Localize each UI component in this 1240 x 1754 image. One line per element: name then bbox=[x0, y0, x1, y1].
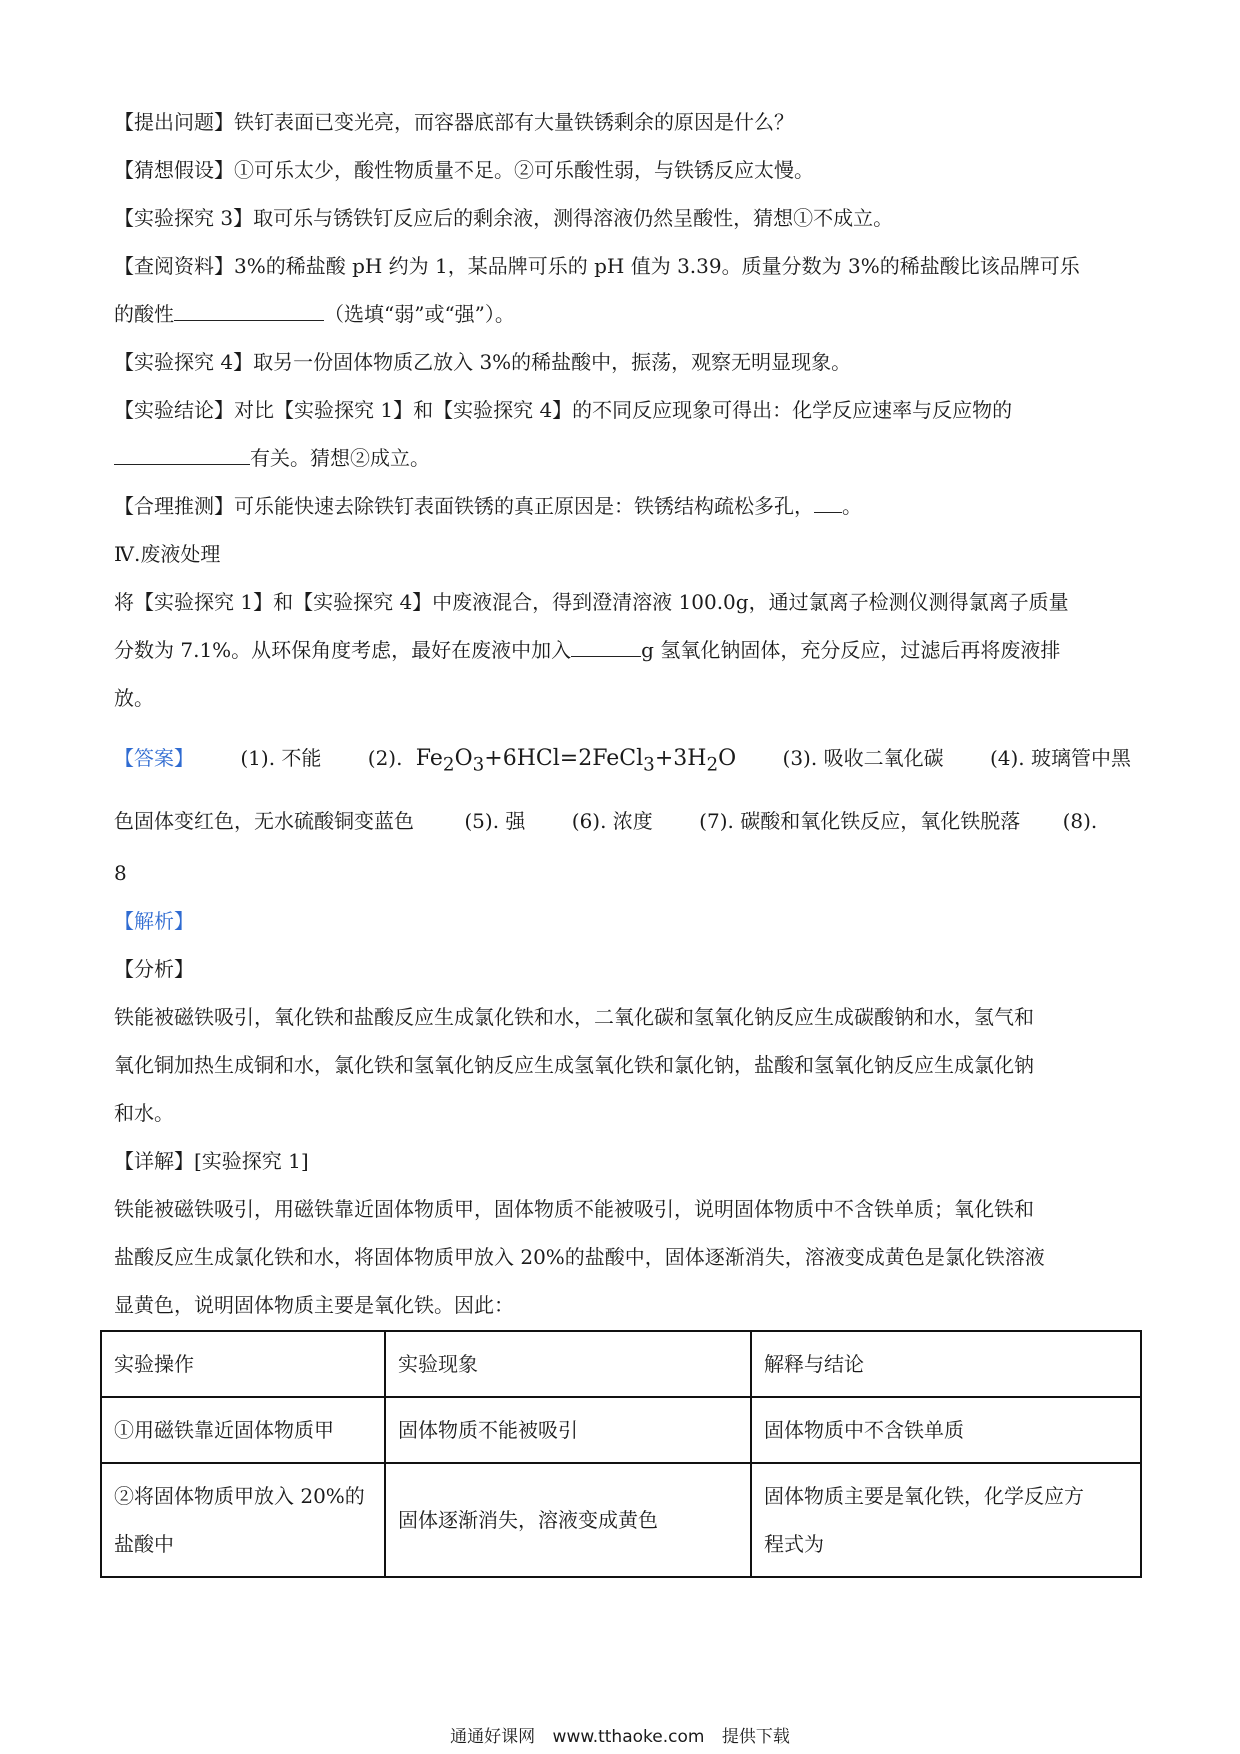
table-header-cell: 实验操作 bbox=[101, 1331, 385, 1397]
table-cell bbox=[101, 1463, 385, 1577]
page-footer bbox=[0, 1722, 1240, 1747]
hypothesis-line: 【猜想假设】①可乐太少，酸性物质量不足。②可乐酸性弱，与铁锈反应太慢。 bbox=[114, 158, 814, 182]
analysis-p2: 氧化铜加热生成铜和水，氯化铁和氢氧化钠反应生成氢氧化铁和氯化钠，盐酸和氢氧化钠反应生成氯化钠 bbox=[114, 1053, 1034, 1078]
blank-reason bbox=[814, 490, 842, 513]
footer-site-name: 通通好课网 bbox=[450, 1727, 536, 1747]
experiment-table bbox=[100, 1330, 1142, 1578]
table-cell: 固体逐渐消失，溶液变成黄色 bbox=[385, 1463, 751, 1577]
table-row bbox=[101, 1463, 1141, 1577]
answer-2-number: (2). bbox=[367, 746, 403, 770]
detail-label: 【详解】[实验探究 1] bbox=[114, 1149, 309, 1174]
equation-formula: $Fe_2O_3+6HCl=2FeCl_3+3H_2O$ bbox=[408, 746, 737, 776]
table-header-cell: 实验现象 bbox=[385, 1331, 751, 1397]
table-cell: 固体物质不能被吸引 bbox=[385, 1397, 751, 1463]
inference-suffix: 。 bbox=[842, 494, 862, 518]
waste-prefix: 分数为 7.1%。从环保角度考虑，最好在废液中加入 bbox=[114, 638, 572, 662]
inference-prefix: 【合理推测】可乐能快速去除铁钉表面铁锈的真正原因是：铁锈结构疏松多孔， bbox=[114, 494, 814, 518]
analysis-p3: 和水。 bbox=[114, 1101, 174, 1126]
experiment-3-line: 【实验探究 3】取可乐与锈铁钉反应后的剩余液，测得溶液仍然呈酸性，猜想①不成立。 bbox=[114, 206, 894, 230]
blank-mass bbox=[571, 634, 641, 657]
table-row bbox=[101, 1397, 1141, 1463]
answer-4b: 色固体变红色，无水硫酸铜变蓝色 bbox=[114, 809, 414, 834]
waste-line-3: 放。 bbox=[114, 686, 154, 710]
conclusion-suffix: 有关。猜想②成立。 bbox=[250, 446, 430, 470]
detail-d2: 盐酸反应生成氯化铁和水，将固体物质甲放入 20%的盐酸中，固体逐渐消失，溶液变成黄色是氯化铁溶液 bbox=[114, 1245, 1045, 1270]
table-cell-line: 程式为 bbox=[764, 1532, 824, 1556]
answer-6: (6). 浓度 bbox=[571, 809, 653, 834]
table-cell-line: 固体物质主要是氧化铁，化学反应方 bbox=[764, 1484, 1084, 1508]
analysis-label: 【解析】 bbox=[114, 909, 194, 934]
analysis-sub-label: 【分析】 bbox=[114, 957, 194, 982]
inference-line bbox=[114, 482, 1130, 530]
answer-8a: (8). bbox=[1062, 809, 1098, 834]
blank-acidity bbox=[174, 298, 324, 321]
blank-factor bbox=[114, 442, 250, 465]
answer-1: (1). 不能 bbox=[240, 746, 322, 770]
footer-download-text: 提供下载 bbox=[721, 1727, 790, 1747]
answer-4a: (4). 玻璃管中黑 bbox=[989, 746, 1131, 770]
answer-line-2 bbox=[114, 793, 1130, 849]
answer-line-1 bbox=[114, 730, 1130, 793]
conclusion-fill-line bbox=[114, 434, 1130, 482]
answer-2 bbox=[368, 730, 736, 793]
table-cell-line: ②将固体物质甲放入 20%的 bbox=[114, 1484, 365, 1508]
waste-suffix: g 氢氧化钠固体，充分反应，过滤后再将废液排 bbox=[641, 638, 1061, 662]
acidity-suffix: （选填“弱”或“强”）。 bbox=[324, 302, 515, 326]
document-body bbox=[114, 98, 1130, 1329]
table-cell: ①用磁铁靠近固体物质甲 bbox=[101, 1397, 385, 1463]
waste-line-2 bbox=[114, 626, 1130, 674]
answer-7: (7). 碳酸和氧化铁反应，氧化铁脱落 bbox=[699, 809, 1021, 834]
experiment-4-line: 【实验探究 4】取另一份固体物质乙放入 3%的稀盐酸中，振荡，观察无明显现象。 bbox=[114, 350, 852, 374]
table-cell: 固体物质中不含铁单质 bbox=[751, 1397, 1141, 1463]
acidity-fill-line bbox=[114, 290, 1130, 338]
conclusion-line: 【实验结论】对比【实验探究 1】和【实验探究 4】的不同反应现象可得出：化学反应速率与反应物的 bbox=[114, 398, 1013, 422]
table-cell bbox=[751, 1463, 1141, 1577]
analysis-p1: 铁能被磁铁吸引，氧化铁和盐酸反应生成氯化铁和水，二氧化碳和氢氧化钠反应生成碳酸钠和水，氢气和 bbox=[114, 1005, 1034, 1030]
answer-line-3: 8 bbox=[114, 861, 127, 886]
answer-5: (5). 强 bbox=[464, 809, 526, 834]
acidity-prefix: 的酸性 bbox=[114, 302, 174, 326]
section-heading: Ⅳ.废液处理 bbox=[114, 542, 221, 566]
question-line: 【提出问题】铁钉表面已变光亮，而容器底部有大量铁锈剩余的原因是什么？ bbox=[114, 110, 794, 134]
answer-3: (3). 吸收二氧化碳 bbox=[782, 746, 944, 770]
answer-label: 【答案】 bbox=[114, 746, 194, 770]
table-header-row bbox=[101, 1331, 1141, 1397]
detail-d1: 铁能被磁铁吸引，用磁铁靠近固体物质甲，固体物质不能被吸引，说明固体物质中不含铁单质；氧化铁和 bbox=[114, 1197, 1034, 1222]
waste-line-1: 将【实验探究 1】和【实验探究 4】中废液混合，得到澄清溶液 100.0g，通过氯离子检测仪测得氯离子质量 bbox=[114, 590, 1069, 614]
reference-line: 【查阅资料】3%的稀盐酸 pH 约为 1，某品牌可乐的 pH 值为 3.39。质量分数为 3%的稀盐酸比该品牌可乐 bbox=[114, 254, 1080, 278]
footer-site-url[interactable]: www.tthaoke.com bbox=[552, 1727, 705, 1747]
detail-d3: 显黄色，说明固体物质主要是氧化铁。因此： bbox=[114, 1293, 514, 1318]
table-header-cell: 解释与结论 bbox=[751, 1331, 1141, 1397]
table-cell-line: 盐酸中 bbox=[114, 1532, 174, 1556]
